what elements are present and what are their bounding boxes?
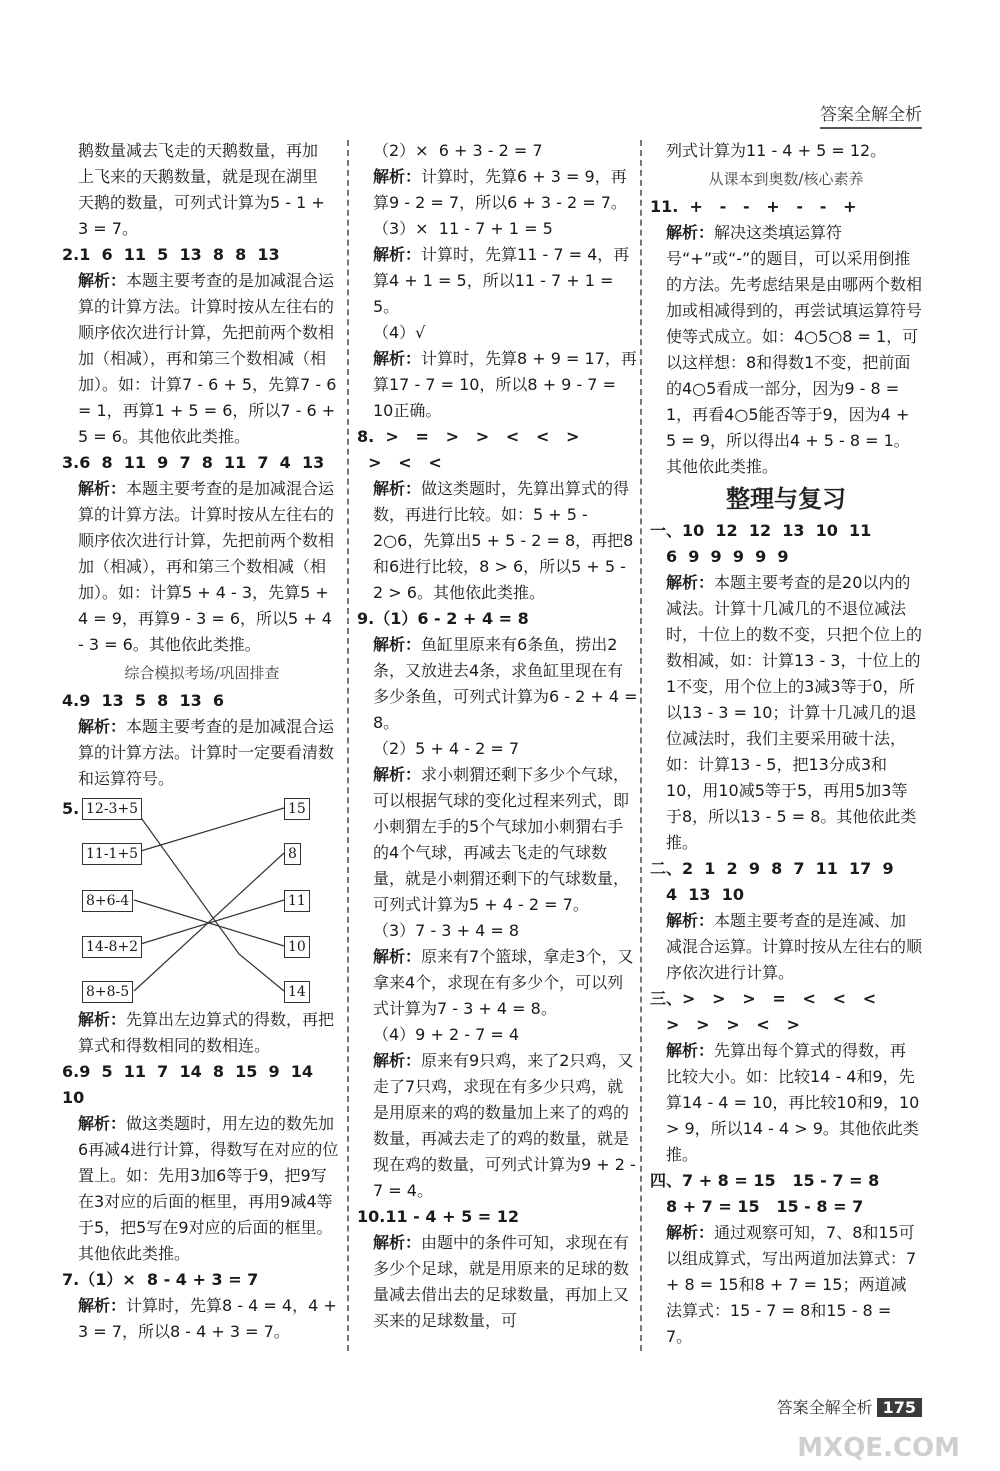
match-line bbox=[134, 853, 284, 991]
explanation-text: 做这类题时，用左边的数先加6再减4进行计算，得数写在对应的位置上。如：先用3加6等于9，把9写在3对应的后面的框里，再用9减4等于5，把5写在9对应的后面的框里。其他依此类推。 bbox=[78, 1114, 339, 1263]
review-explanation-2 bbox=[650, 908, 922, 986]
column-1 bbox=[62, 138, 342, 1345]
column-3 bbox=[650, 138, 925, 1350]
match-left-box: 14-8+2 bbox=[82, 936, 142, 958]
explanation-text: 本题主要考查的是连减、加减混合运算。计算时按从左往右的顺序依次进行计算。 bbox=[666, 911, 923, 982]
explanation-text: 计算时，先算8 - 4 = 4，4 + 3 = 7，所以8 - 4 + 3 = 7。 bbox=[78, 1296, 342, 1341]
match-right-box: 14 bbox=[284, 981, 310, 1003]
answer-2: 2.1 6 11 5 13 8 8 13 bbox=[62, 245, 280, 264]
answer-7-3: （3）× 11 - 7 + 1 = 5 bbox=[373, 219, 553, 238]
answer-8: 8. > = > > < < > bbox=[357, 427, 580, 446]
explanation-7-4 bbox=[357, 346, 639, 424]
explanation-9-1 bbox=[357, 632, 643, 736]
explanation-label: 解析： bbox=[78, 479, 127, 498]
match-right-box: 10 bbox=[284, 936, 310, 958]
explanation-label: 解析： bbox=[78, 271, 127, 290]
explanation-text: 先算出左边算式的得数，再把算式和得数相同的数相连。 bbox=[78, 1010, 335, 1055]
review-2-cont: 4 13 10 bbox=[666, 885, 744, 904]
review-explanation-4 bbox=[650, 1220, 922, 1350]
answer-7-2: （2）× 6 + 3 - 2 = 7 bbox=[373, 141, 543, 160]
match-line bbox=[134, 808, 284, 853]
explanation-text: 本题主要考查的是加减混合运算的计算方法。计算时按从左往右的顺序依次进行计算，先把前两个数相加（相减），再和第三个数相减（相加）。如：计算7 - 6 + 5，先算7 - 6 = 1，再算1 + 5 = 6，所以7 - 6 + 5 = 6。其他依此类推。 bbox=[78, 271, 342, 446]
answer-9-1: 9.（1）6 - 2 + 4 = 8 bbox=[357, 609, 529, 628]
explanation-label: 解析： bbox=[666, 1223, 715, 1242]
text-line: 3 = 7。 bbox=[78, 219, 138, 238]
explanation-7-2 bbox=[357, 164, 639, 216]
explanation-text: 由题中的条件可知，求现在有多少个足球，就是用原来的足球的数量减去借出去的足球数量，再加上又买来的足球数量，可 bbox=[373, 1233, 630, 1330]
review-explanation-3 bbox=[650, 1038, 925, 1168]
explanation-text: 通过观察可知，7、8和15可以组成算式，写出两道加法算式：7 + 8 = 15和8 + 7 = 15；两道减法算式：15 - 7 = 8和15 - 8 = 7。 bbox=[666, 1223, 922, 1346]
explanation-text: 本题主要考查的是加减混合运算的计算方法。计算时一定要看清数和运算符号。 bbox=[78, 717, 335, 788]
explanation-text: 先算出每个算式的得数，再比较大小。如：比较14 - 4和9，先算14 - 4 = 10，再比较10和9，10 > 9，所以14 - 4 > 9。其他依此类推。 bbox=[666, 1041, 925, 1164]
answer-3: 3.6 8 11 9 7 8 11 7 4 13 bbox=[62, 453, 325, 472]
page-number: 175 bbox=[877, 1398, 922, 1417]
answer-9-2: （2）5 + 4 - 2 = 7 bbox=[373, 739, 520, 758]
explanation-text: 本题主要考查的是加减混合运算的计算方法。计算时按从左往右的顺序依次进行计算，先把前两个数相加（相减），再和第三个数相减（相加）。如：计算5 + 4 - 3，先算5 + 4 = 9，再算9 - 3 = 6，所以5 + 4 - 3 = 6。其他依此类推。 bbox=[78, 479, 338, 654]
review-3-cont: > > > < > bbox=[666, 1015, 800, 1034]
matching-diagram bbox=[62, 796, 332, 1001]
answer-11: 11. + - - + - - + bbox=[650, 197, 857, 216]
explanation-label: 解析： bbox=[666, 573, 715, 592]
match-left-box: 8+8-5 bbox=[82, 981, 133, 1003]
explanation-3 bbox=[62, 476, 342, 658]
section-title: 综合模拟考场/巩固排查 bbox=[124, 664, 280, 682]
review-explanation-1 bbox=[650, 570, 922, 856]
watermark: MXQE.COM bbox=[797, 1433, 960, 1463]
explanation-text: 计算时，先算6 + 3 = 9，再算9 - 2 = 7，所以6 + 3 - 2 = 7。 bbox=[373, 167, 627, 212]
explanation-label: 解析： bbox=[666, 911, 715, 930]
explanation-label: 解析： bbox=[78, 1114, 127, 1133]
explanation-label: 解析： bbox=[373, 479, 422, 498]
match-right-box: 8 bbox=[284, 843, 301, 865]
explanation-label: 解析： bbox=[373, 245, 422, 264]
review-1-cont: 6 9 9 9 9 9 bbox=[666, 547, 789, 566]
column-2 bbox=[357, 138, 643, 1334]
explanation-11 bbox=[650, 220, 922, 480]
explanation-text: 计算时，先算11 - 7 = 4，再算4 + 1 = 5，所以11 - 7 + 1 = 5。 bbox=[373, 245, 630, 316]
explanation-text: 计算时，先算8 + 9 = 17，再算17 - 7 = 10，所以8 + 9 - 7 = 10正确。 bbox=[373, 349, 637, 420]
explanation-5 bbox=[62, 1007, 342, 1059]
explanation-text: 求小刺猬还剩下多少个气球，可以根据气球的变化过程来列式，即小刺猬左手的5个气球加小刺猬右手的4个气球，再减去飞走的气球数量，就是小刺猬还剩下的气球数量，可列式计算为5 + 4 - 2 = 7。 bbox=[373, 765, 630, 914]
answer-9-4: （4）9 + 2 - 7 = 4 bbox=[373, 1025, 520, 1044]
answer-8-cont: > < < bbox=[357, 453, 442, 472]
column-divider bbox=[347, 140, 349, 1351]
section-title: 从课本到奥数/核心素养 bbox=[708, 170, 864, 188]
explanation-label: 解析： bbox=[373, 635, 422, 654]
explanation-text: 本题主要考查的是20以内的减法。计算十几减几的不退位减法时，十位上的数不变，只把个位上的数相减，如：计算13 - 3，十位上的1不变，用个位上的3减3等于0，所以13 - 3 = 10；计算十几减几的退位减法时，我们主要采用破十法，如：计算13 - 5，把13分成3和10，用10减5等于5，再用5加3等于8，所以13 - 5 = 8。其他依此类推。 bbox=[666, 573, 923, 852]
footer-title: 答案全解全析 bbox=[776, 1398, 873, 1417]
review-1: 一、10 12 12 13 10 11 bbox=[650, 521, 872, 540]
explanation-label: 解析： bbox=[373, 947, 422, 966]
match-right-box: 11 bbox=[284, 890, 310, 912]
match-line bbox=[239, 954, 284, 991]
explanation-4 bbox=[62, 714, 342, 792]
answer-10: 10.11 - 4 + 5 = 12 bbox=[357, 1207, 520, 1226]
explanation-9-4 bbox=[357, 1048, 639, 1204]
explanation-label: 解析： bbox=[373, 349, 422, 368]
answer-6: 6.9 5 11 7 14 8 15 9 14 10 bbox=[62, 1062, 325, 1107]
explanation-label: 解析： bbox=[78, 1010, 127, 1029]
review-4-cont: 8 + 7 = 15 15 - 8 = 7 bbox=[666, 1197, 864, 1216]
page-footer bbox=[777, 1395, 922, 1418]
match-left-box: 8+6-4 bbox=[82, 890, 133, 912]
explanation-text: 原来有9只鸡，来了2只鸡，又走了7只鸡，求现在有多少只鸡，就是用原来的鸡的数量加上来了的鸡的数量，再减去走了的鸡的数量，就是现在鸡的数量，可列式计算为9 + 2 - 7 = 4。 bbox=[373, 1051, 641, 1200]
explanation-label: 解析： bbox=[78, 1296, 127, 1315]
explanation-label: 解析： bbox=[373, 1233, 422, 1252]
explanation-text: 鱼缸里原来有6条鱼，捞出2条，又放进去4条，求鱼缸里现在有多少条鱼，可列式计算为6 - 2 + 4 = 8。 bbox=[373, 635, 643, 732]
explanation-2 bbox=[62, 268, 342, 450]
explanation-7-3 bbox=[357, 242, 639, 320]
text-line: 鹅数量减去飞走的天鹅数量，再加 bbox=[78, 141, 319, 160]
explanation-label: 解析： bbox=[666, 223, 715, 242]
explanation-text: 原来有7个篮球，拿走3个，又拿来4个，求现在有多少个，可以列式计算为7 - 3 + 4 = 8。 bbox=[373, 947, 634, 1018]
match-left-box: 11-1+5 bbox=[82, 843, 142, 865]
explanation-label: 解析： bbox=[373, 167, 422, 186]
review-3: 三、> > > = < < < bbox=[650, 989, 877, 1008]
chapter-title: 整理与复习 bbox=[726, 485, 846, 513]
review-4: 四、7 + 8 = 15 15 - 7 = 8 bbox=[650, 1171, 880, 1190]
answer-7: 7.（1）× 8 - 4 + 3 = 7 bbox=[62, 1270, 259, 1289]
explanation-6 bbox=[62, 1111, 342, 1267]
explanation-9-3 bbox=[357, 944, 639, 1022]
explanation-7 bbox=[62, 1293, 342, 1345]
explanation-label: 解析： bbox=[666, 1041, 715, 1060]
answer-4: 4.9 13 5 8 13 6 bbox=[62, 691, 224, 710]
answer-9-3: （3）7 - 3 + 4 = 8 bbox=[373, 921, 520, 940]
explanation-text: 做这类题时，先算出算式的得数，再进行比较。如：5 + 5 - 2○6，先算出5 + 5 - 2 = 8，再把8和6进行比较，8 > 6，所以5 + 5 - 2 > 6。其他依此类推。 bbox=[373, 479, 634, 602]
explanation-9-2 bbox=[357, 762, 639, 918]
text-line: 上飞来的天鹅数量，就是现在湖里 bbox=[78, 167, 319, 186]
explanation-text: 解决这类填运算符号“+”或“-”的题目，可以采用倒推的方法。先考虑结果是由哪两个数相加或相减得到的，再尝试填运算符号使等式成立。如：4○5○8 = 1，可以这样想：8和得数1不变，把前面的4○5看成一部分，因为9 - 8 = 1，再看4○5能否等于9，因为4 + 5 = 9，所以得出4 + 5 - 8 = 1。其他依此类推。 bbox=[666, 223, 923, 476]
review-2: 二、2 1 2 9 8 7 11 17 9 bbox=[650, 859, 894, 878]
text-line: 天鹅的数量，可列式计算为5 - 1 + bbox=[78, 193, 325, 212]
explanation-10 bbox=[357, 1230, 639, 1334]
match-left-box: 12-3+5 bbox=[82, 798, 142, 820]
explanation-8 bbox=[357, 476, 639, 606]
answer-7-4: （4）√ bbox=[373, 323, 426, 342]
running-header: 答案全解全析 bbox=[820, 100, 922, 129]
explanation-label: 解析： bbox=[78, 717, 127, 736]
explanation-label: 解析： bbox=[373, 765, 422, 784]
match-right-box: 15 bbox=[284, 798, 310, 820]
text-line: 列式计算为11 - 4 + 5 = 12。 bbox=[666, 141, 887, 160]
explanation-label: 解析： bbox=[373, 1051, 422, 1070]
answer-5: 5. bbox=[62, 799, 80, 818]
match-line bbox=[134, 808, 239, 954]
